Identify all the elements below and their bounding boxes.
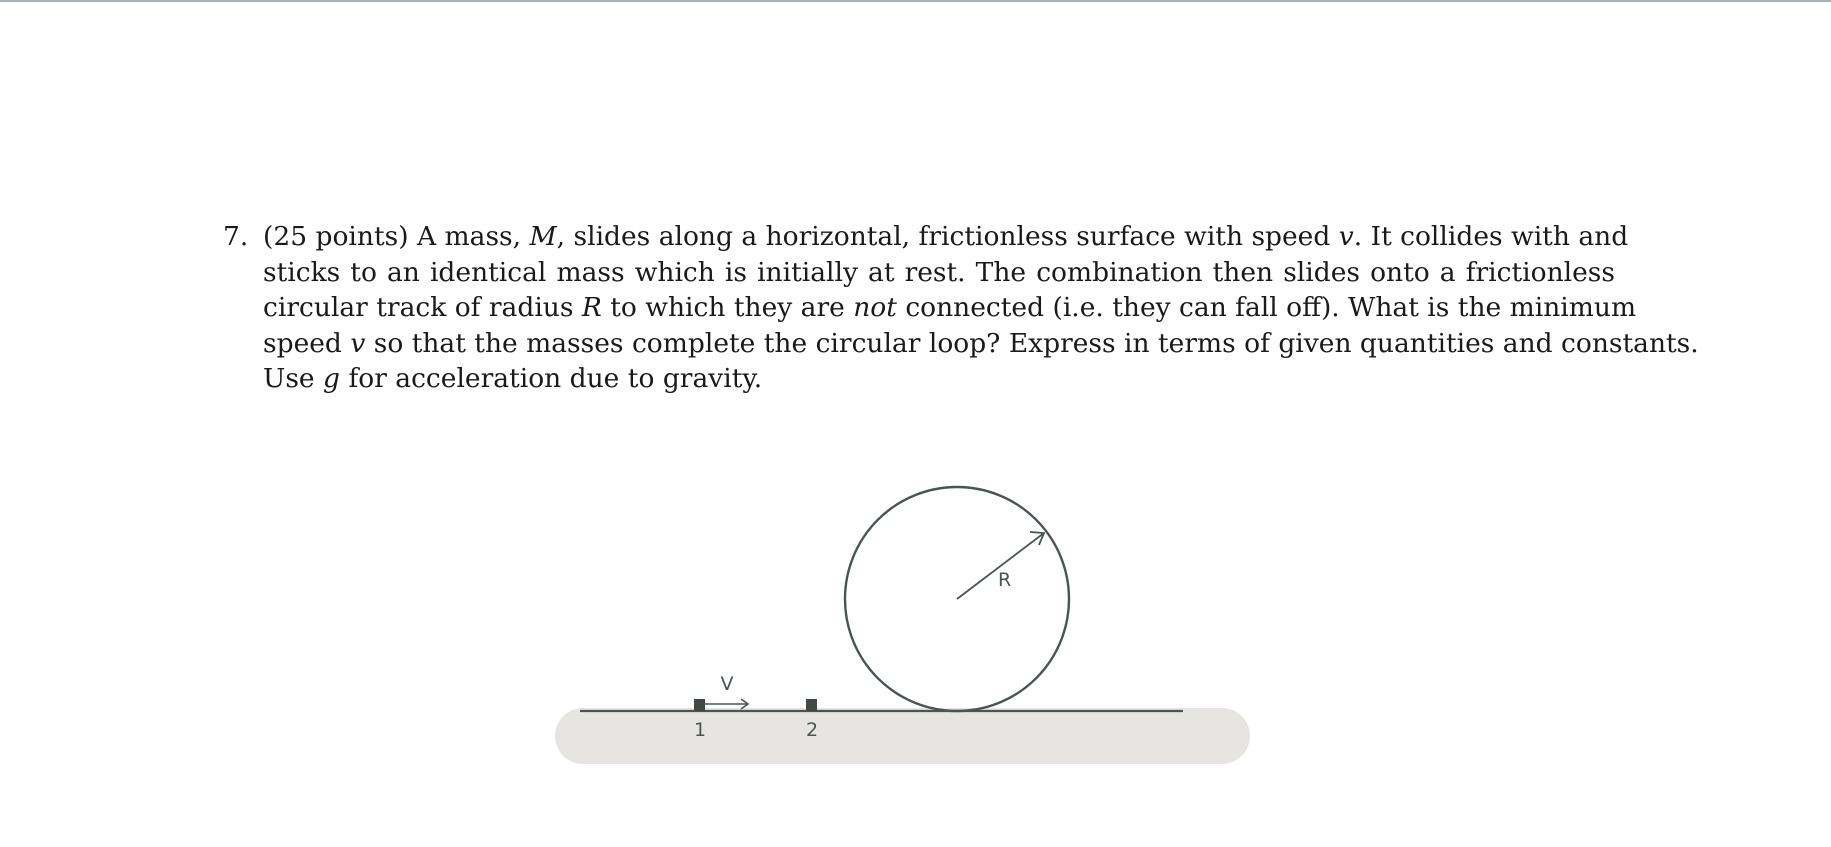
statement-text: speed xyxy=(263,327,351,359)
math-symbol: not xyxy=(853,292,897,323)
statement-line xyxy=(263,255,1615,291)
statement-line xyxy=(263,361,1615,397)
statement-text: for acceleration due to gravity. xyxy=(340,363,763,394)
radius-label: R xyxy=(998,569,1012,591)
statement-text: . It collides with and xyxy=(1353,221,1629,252)
statement-text: (25 points) A mass, xyxy=(263,221,530,252)
statement-line xyxy=(263,219,1629,255)
math-symbol: R xyxy=(581,292,602,323)
top-border xyxy=(0,0,1831,2)
statement-text: connected (i.e. they can fall off). What is the minimum xyxy=(896,292,1637,323)
math-symbol: g xyxy=(323,363,341,394)
statement-text: so that the masses complete the circular loop? Express in terms of given quantities and constants. xyxy=(365,327,1699,359)
mass-2 xyxy=(806,699,817,711)
velocity-label: V xyxy=(720,673,734,695)
ground-surface xyxy=(555,708,1250,764)
statement-text: , slides along a horizontal, frictionless surface with speed xyxy=(556,221,1339,252)
statement-line xyxy=(263,326,1699,362)
statement-text: circular track of radius xyxy=(263,292,582,323)
diagram-svg xyxy=(550,480,1260,770)
mass-2-label: 2 xyxy=(805,719,819,741)
mass-1 xyxy=(694,699,705,711)
statement-text: sticks to an identical mass which is initially at rest. The combination then slides onto a frictionless xyxy=(263,256,1615,288)
statement-text: Use xyxy=(263,363,324,394)
mass-1-label: 1 xyxy=(693,719,707,741)
loop-track-diagram xyxy=(550,480,1260,770)
problem-statement xyxy=(263,219,1699,397)
math-symbol: v xyxy=(1338,221,1354,252)
math-symbol: M xyxy=(529,221,557,252)
statement-text: to which they are xyxy=(601,292,854,323)
math-symbol: v xyxy=(350,327,366,359)
problem-number: 7. xyxy=(223,221,249,252)
statement-line xyxy=(263,290,1637,326)
